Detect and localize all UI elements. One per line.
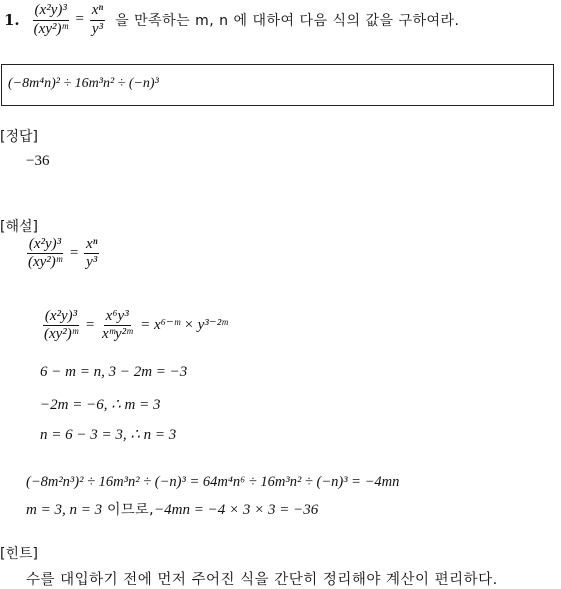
- fraction-numerator: (x²y)³: [27, 236, 63, 254]
- problem-text: 을 만족하는 m, n 에 대하여 다음 식의 값을 구하여라.: [115, 13, 460, 29]
- solution-condition: $\frac{\text{(x²y)³}}{\text{(xy²)ᵐ}}$ = $\frac{\text{xⁿ}}{\text{y³}}$: [28, 236, 98, 271]
- fraction-denominator: y³: [86, 254, 98, 271]
- answer-heading: [정답]: [0, 129, 38, 145]
- solution-step-1: $\frac{\text{(x²y)³}}{\text{(xy²)ᵐ}}$ = $\frac{\text{x⁶y³}}{\text{xᵐy²ᵐ}}$ = x⁶⁻ᵐ × y³⁻²ᵐ: [44, 308, 228, 343]
- solution-heading: [해설]: [0, 219, 38, 235]
- exponent-result: = x⁶⁻ᵐ × y³⁻²ᵐ: [140, 317, 228, 334]
- fraction-denominator: (xy²)ᵐ: [28, 254, 63, 271]
- fraction-denominator: (xy²)ᵐ: [44, 326, 79, 343]
- fraction-denominator: y³: [91, 20, 103, 37]
- solution-step-4: n = 6 − 3 = 3, ∴ n = 3: [40, 427, 177, 443]
- answer-value: −36: [26, 153, 50, 169]
- problem-condition: $\frac{\text{(x²y)³}}{\text{(xy²)ᵐ}}$ = $\frac{\text{xⁿ}}{\text{y³}}$: [33, 2, 104, 37]
- fraction-numerator: x⁶y³: [104, 308, 131, 326]
- hint-text: 수를 대입하기 전에 먼저 주어진 식을 간단히 정리해야 계산이 편리하다.: [26, 572, 498, 588]
- final-computation: −4mn = −4 × 3 × 3 = −36: [154, 502, 319, 518]
- fraction-numerator: xⁿ: [90, 2, 105, 20]
- solution-step-6: [26, 499, 318, 519]
- fraction-denominator: (xy²)ᵐ: [33, 20, 68, 37]
- fraction-numerator: (x²y)³: [43, 308, 79, 326]
- solution-step-2: 6 − m = n, 3 − 2m = −3: [40, 364, 188, 380]
- problem-number: 1.: [4, 11, 20, 29]
- expression-box: [1, 64, 554, 106]
- substitution-values: m = 3, n = 3: [26, 502, 103, 518]
- target-expression: (−8m⁴n)² ÷ 16m³n² ÷ (−n)³: [8, 76, 159, 91]
- fraction-numerator: (x²y)³: [33, 2, 69, 20]
- problem-statement: [4, 2, 460, 38]
- connective-text: 이므로,: [102, 502, 155, 518]
- solution-step-3: −2m = −6, ∴ m = 3: [40, 397, 161, 413]
- hint-heading: [힌트]: [0, 546, 38, 562]
- solution-step-5: (−8m²n³)² ÷ 16m³n² ÷ (−n)³ = 64m⁴n⁶ ÷ 16m³n² ÷ (−n)³ = −4mn: [26, 474, 400, 490]
- fraction-denominator: xᵐy²ᵐ: [102, 326, 133, 343]
- fraction-numerator: xⁿ: [84, 236, 99, 254]
